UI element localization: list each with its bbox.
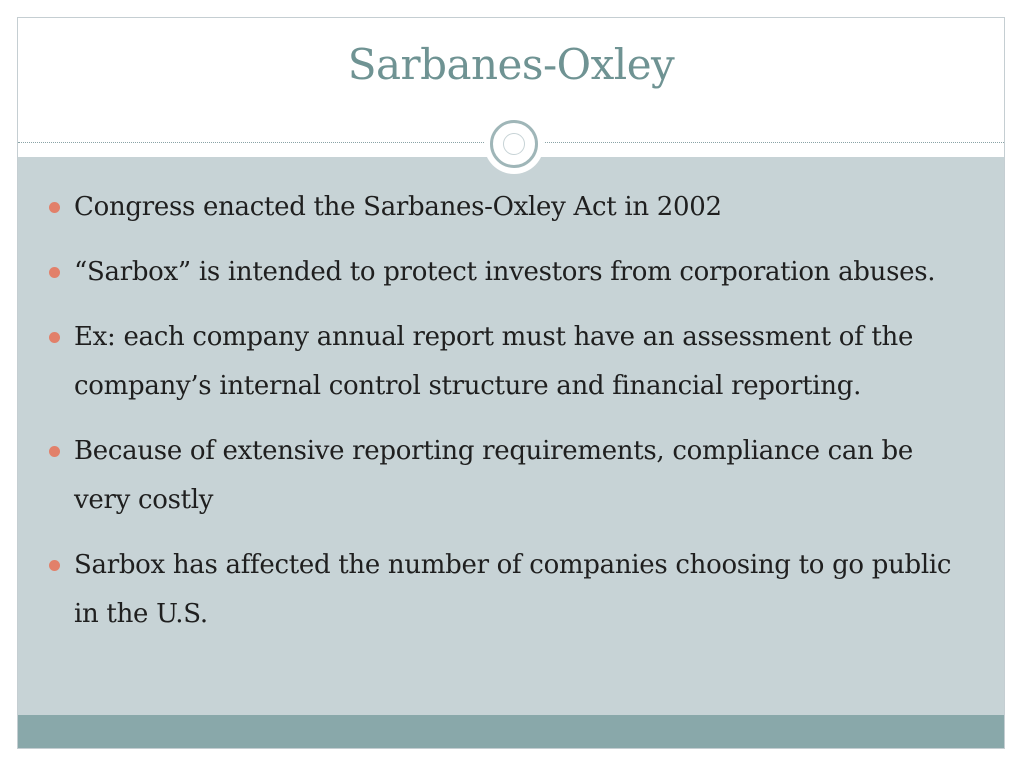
bullet-icon	[49, 332, 60, 343]
bullet-icon	[49, 446, 60, 457]
bullet-item	[18, 248, 1004, 297]
footer-band	[18, 715, 1004, 748]
bullet-item	[18, 183, 1004, 232]
bullet-icon	[49, 267, 60, 278]
bullet-text: Ex: each company annual report must have an assessment of the company’s internal control structure and financial reporting.	[74, 322, 914, 401]
ornament-ring	[490, 120, 538, 168]
bullet-list	[18, 183, 1004, 655]
bullet-icon	[49, 560, 60, 571]
bullet-icon	[49, 202, 60, 213]
bullet-item	[18, 313, 1004, 411]
bullet-item	[18, 541, 1004, 639]
content-area	[18, 157, 1004, 717]
circle-ring-ornament-icon	[484, 114, 544, 174]
bullet-text: Because of extensive reporting requirements, compliance can be very costly	[74, 436, 913, 515]
slide	[17, 17, 1005, 749]
slide-title: Sarbanes-Oxley	[347, 40, 675, 89]
bullet-text: “Sarbox” is intended to protect investors from corporation abuses.	[74, 257, 936, 287]
bullet-text: Congress enacted the Sarbanes-Oxley Act in 2002	[74, 192, 722, 222]
bullet-text: Sarbox has affected the number of companies choosing to go public in the U.S.	[74, 550, 952, 629]
bullet-item	[18, 427, 1004, 525]
ornament-center	[503, 133, 525, 155]
